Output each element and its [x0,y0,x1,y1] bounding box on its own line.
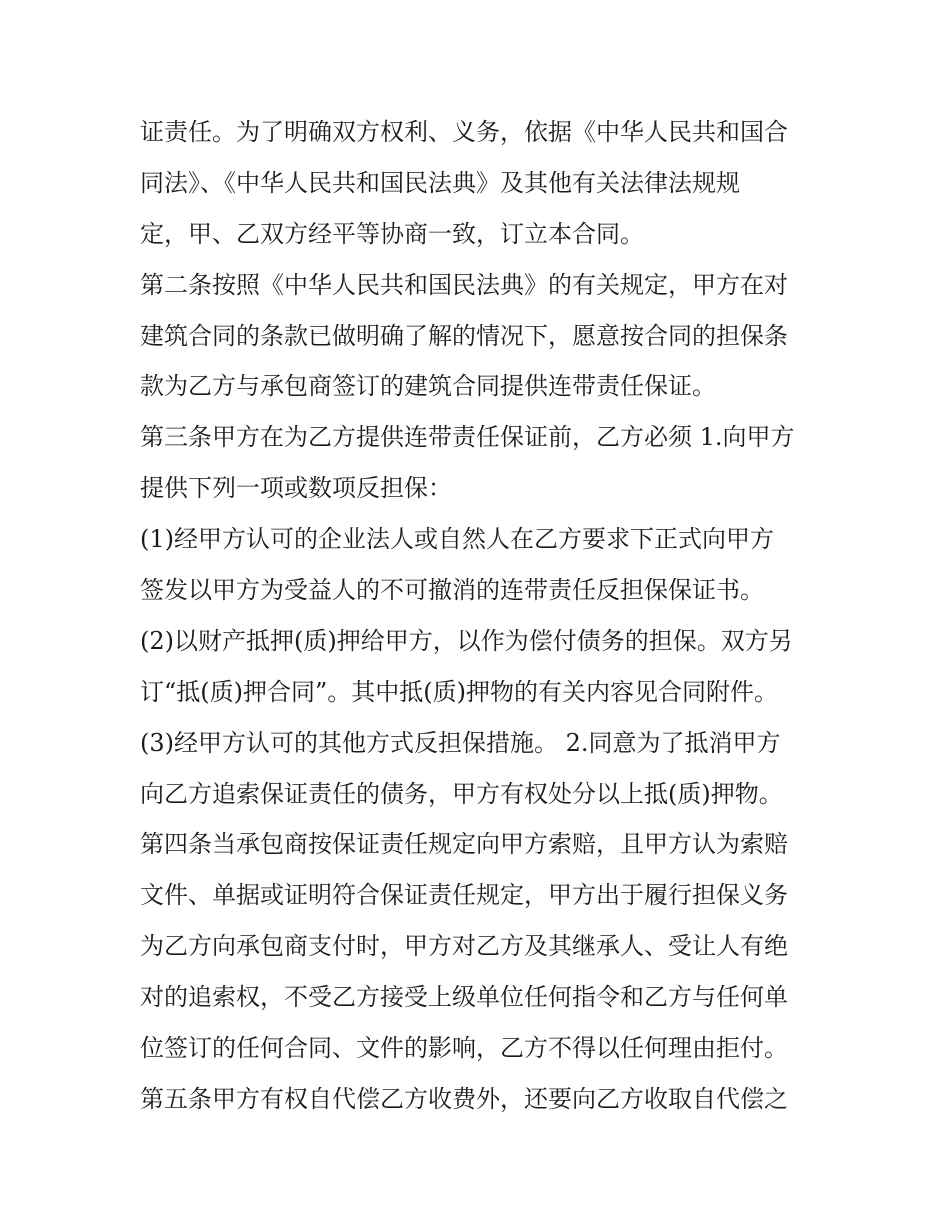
text-line: 为乙方向承包商支付时，甲方对乙方及其继承人、受让人有绝 [140,932,788,961]
text-line: 文件、单据或证明符合保证责任规定，甲方出于履行担保义务 [140,881,788,910]
text-line: (3)经甲方认可的其他方式反担保措施。 2.同意为了抵消甲方 [140,728,781,757]
text-line: 第四条当承包商按保证责任规定向甲方索赔，且甲方认为索赔 [140,830,788,859]
text-line: 提供下列一项或数项反担保： [140,474,452,503]
text-line: 建筑合同的条款已做明确了解的情况下，愿意按合同的担保条 [140,321,788,350]
text-line: 签发以甲方为受益人的不可撤消的连带责任反担保保证书。 [140,576,764,605]
text-line: 位签订的任何合同、文件的影响，乙方不得以任何理由拒付。 [140,1034,788,1063]
contract-body-text [140,107,820,1125]
text-line: (2)以财产抵押(质)押给甲方，以作为偿付债务的担保。双方另 [140,626,793,655]
text-line: 同法》、《中华人民共和国民法典》及其他有关法律法规规 [140,168,740,197]
text-line: 款为乙方与承包商签订的建筑合同提供连带责任保证。 [140,372,716,401]
text-line: 第二条按照《中华人民共和国民法典》的有关规定，甲方在对 [140,270,788,299]
text-line: 定，甲、乙双方经平等协商一致，订立本合同。 [140,219,644,248]
text-line: 订“抵(质)押合同”。其中抵(质)押物的有关内容见合同附件。 [140,677,778,706]
text-line: 对的追索权，不受乙方接受上级单位任何指令和乙方与任何单 [140,983,788,1012]
text-line: 第三条甲方在为乙方提供连带责任保证前，乙方必须 1.向甲方 [140,423,795,452]
text-line: 证责任。为了明确双方权利、义务，依据《中华人民共和国合 [140,118,788,146]
text-line: 第五条甲方有权自代偿乙方收费外，还要向乙方收取自代偿之 [140,1084,788,1113]
text-line: (1)经甲方认可的企业法人或自然人在乙方要求下正式向甲方 [140,525,774,554]
text-line: 向乙方追索保证责任的债务，甲方有权处分以上抵(质)押物。 [140,779,783,808]
